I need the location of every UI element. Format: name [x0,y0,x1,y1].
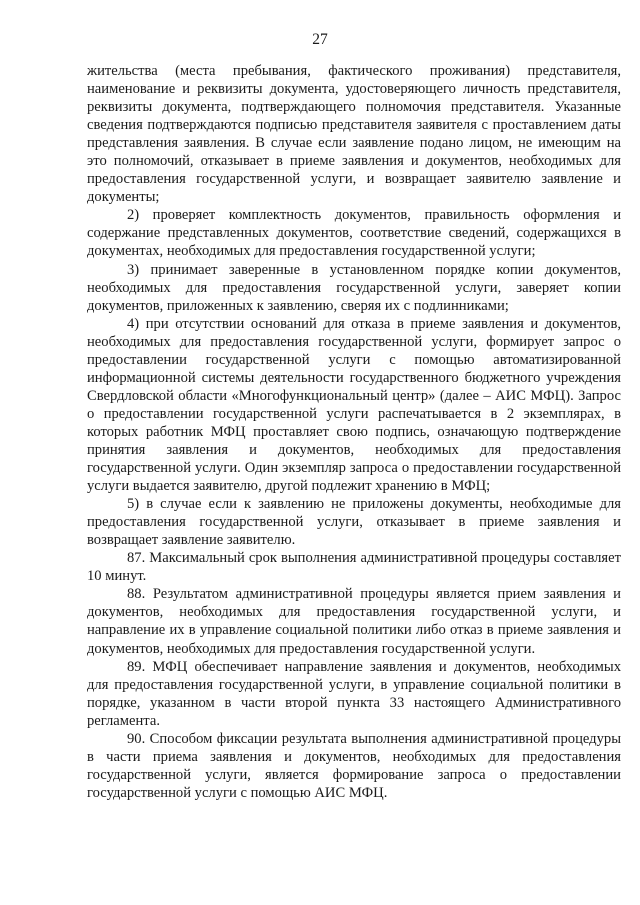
paragraph-87: 87. Максимальный срок выполнения административной процедуры составляет 10 минут. [87,550,621,585]
paragraph-continuation: жительства (места пребывания, фактического проживания) представителя, наименование и реквизиты документа, удостоверяющего личность представителя, реквизиты документа, подтверждающего полномочия представителя. Указанные сведения подтверждаются подписью представителя заявителя с проставлением даты представления заявления. В случае если заявление подано лицом, не имеющим на это полномочий, отказывает в приеме заявления и документов, необходимых для предоставления государственной услуги, и возвращает заявителю заявление и документы; [87,63,621,206]
paragraph-90: 90. Способом фиксации результата выполнения административной процедуры в части приема заявления и документов, необходимых для предоставления государственной услуги, является формирование запроса о предоставлении государственной услуги с помощью АИС МФЦ. [87,730,621,801]
page-number: 27 [312,31,328,48]
paragraph-item-2: 2) проверяет комплектность документов, правильность оформления и содержание представленных документов, соответствие сведений, содержащихся в документах, необходимых для предоставления государственной услуги; [87,207,621,260]
paragraph-item-4: 4) при отсутствии оснований для отказа в приеме заявления и документов, необходимых для предоставления государственной услуги, формирует запрос о предоставлении государственной услуги с помощью автоматизированной информационной системы деятельности государственного бюджетного учреждения Свердловской области «Многофункциональный центр» (далее – АИС МФЦ). Запрос о предоставлении государственной услуги распечатывается в 2 экземплярах, в которых работник МФЦ проставляет свою подпись, означающую подтверждение принятия заявления и документов, необходимых для предоставления государственной услуги. Один экземпляр запроса о предоставлении государственной услуги выдается заявителю, другой подлежит хранению в МФЦ; [87,315,621,495]
paragraph-item-5: 5) в случае если к заявлению не приложены документы, необходимые для предоставления государственной услуги, отказывает в приеме заявления и возвращает заявление заявителю. [87,496,621,549]
paragraph-88: 88. Результатом административной процедуры является прием заявления и документов, необходимых для предоставления государственной услуги, и направление их в управление социальной политики либо отказ в приеме заявления и документов, необходимых для предоставления государственной услуги. [87,586,621,657]
paragraph-89: 89. МФЦ обеспечивает направление заявления и документов, необходимых для предоставления государственной услуги, в управление социальной политики в порядке, указанном в части второй пункта 33 настоящего Административного регламента. [87,658,621,729]
paragraph-item-3: 3) принимает заверенные в установленном порядке копии документов, необходимых для предоставления государственной услуги, заверяет копии документов, приложенных к заявлению, сверяя их с подлинниками; [87,261,621,314]
page-body [87,62,621,802]
